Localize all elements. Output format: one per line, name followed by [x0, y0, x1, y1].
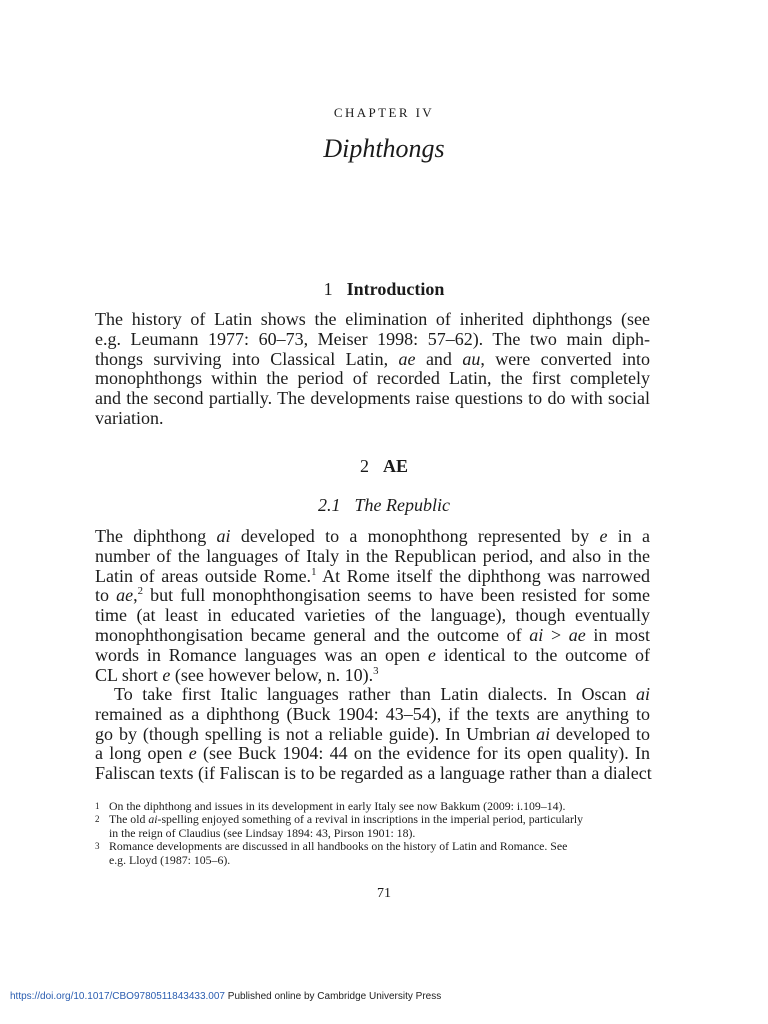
- footnote-ref-2[interactable]: 2: [137, 585, 144, 598]
- text-line: a long open e (see Buck 1904: 44 on the evidence for its open quality). In: [95, 743, 651, 764]
- text-line: remained as a diphthong (Buck 1904: 43–54), if the texts are anything to: [95, 703, 650, 724]
- footnotes: [95, 800, 650, 867]
- text-line: variation.: [95, 407, 164, 428]
- footnote-2: [95, 813, 650, 840]
- subsection-heading-republic: [0, 495, 768, 516]
- publisher-footer: [10, 991, 441, 1002]
- text-line: To take first Italic languages rather than Latin dialects. In Oscan ai: [114, 684, 650, 704]
- footnote-text: e.g. Lloyd (1987: 105–6).: [109, 852, 231, 867]
- published-note: Published online by Cambridge University Press: [225, 991, 442, 1002]
- subsection-title: The Republic: [354, 495, 450, 515]
- footnote-mark: 1: [95, 801, 100, 811]
- footnote-ref-1[interactable]: 1: [311, 565, 317, 578]
- footnote-ref-3[interactable]: 3: [373, 664, 379, 677]
- footnote-mark: 3: [95, 841, 100, 852]
- subsection-number: 2.1: [318, 495, 341, 515]
- paragraph-italic-languages: [95, 685, 650, 784]
- text-line: to ae,$^2$ but full monophthongisation seems to have been resisted for some: [95, 585, 650, 606]
- footnote-text: in the reign of Claudius (see Lindsay 1894: 43, Pirson 1901: 18).: [109, 825, 416, 840]
- paragraph-introduction: [95, 310, 650, 429]
- paragraph-republic: [95, 527, 650, 685]
- text-line: and the second partially. The developments raise questions to do with social: [95, 388, 650, 409]
- chapter-label: CHAPTER IV: [333, 105, 435, 120]
- footnote-text: On the diphthong and issues in its development in early Italy see now Bakkum (2009: i.109–14).: [109, 799, 566, 813]
- text-line: number of the languages of Italy in the Republican period, and also in the: [95, 545, 650, 566]
- footnote-3: [95, 840, 650, 867]
- section-heading-introduction: [0, 279, 768, 300]
- doi-link[interactable]: https://doi.org/10.1017/CBO9780511843433.007: [10, 991, 225, 1002]
- section-heading-ae: [0, 456, 768, 477]
- footnote-mark: 2: [95, 814, 100, 825]
- text-line: The history of Latin shows the elimination of inherited diphthongs (see: [95, 309, 650, 329]
- chapter-title: Diphthongs: [323, 134, 445, 163]
- text-line: monophthongs within the period of recorded Latin, the first completely: [95, 368, 650, 389]
- text-line: thongs surviving into Classical Latin, ae and au, were converted into: [95, 348, 651, 369]
- text-line: The diphthong ai developed to a monophthong represented by e in a: [95, 526, 650, 546]
- text-line: e.g. Leumann 1977: 60–73, Meiser 1998: 57–62). The two main diph-: [95, 328, 650, 349]
- text-line: words in Romance languages was an open e identical to the outcome of: [95, 644, 651, 665]
- footnote-1: [95, 800, 650, 813]
- footnote-text: The old ai-spelling enjoyed something of a revival in inscriptions in the imperial period, particularly: [109, 812, 584, 827]
- page-number: 71: [377, 886, 391, 901]
- text-line: CL short e (see however below, n. 10).$^3$: [95, 664, 379, 685]
- section-number: 2: [359, 456, 369, 476]
- section-number: 1: [323, 279, 333, 299]
- text-line: go by (though spelling is not a reliable guide). In Umbrian ai developed to: [95, 723, 650, 744]
- section-title: Introduction: [346, 279, 445, 299]
- text-line: monophthongisation became general and the outcome of ai > ae in most: [95, 624, 651, 645]
- text-line: Latin of areas outside Rome.$^1$ At Rome itself the diphthong was narrowed: [95, 565, 650, 586]
- text-line: time (at least in educated varieties of the language), though eventually: [95, 605, 650, 626]
- text-line: Faliscan texts (if Faliscan is to be regarded as a language rather than a dialect: [95, 763, 652, 784]
- section-title: AE: [382, 456, 408, 476]
- footnote-text: Romance developments are discussed in all handbooks on the history of Latin and Romance. See: [109, 839, 568, 854]
